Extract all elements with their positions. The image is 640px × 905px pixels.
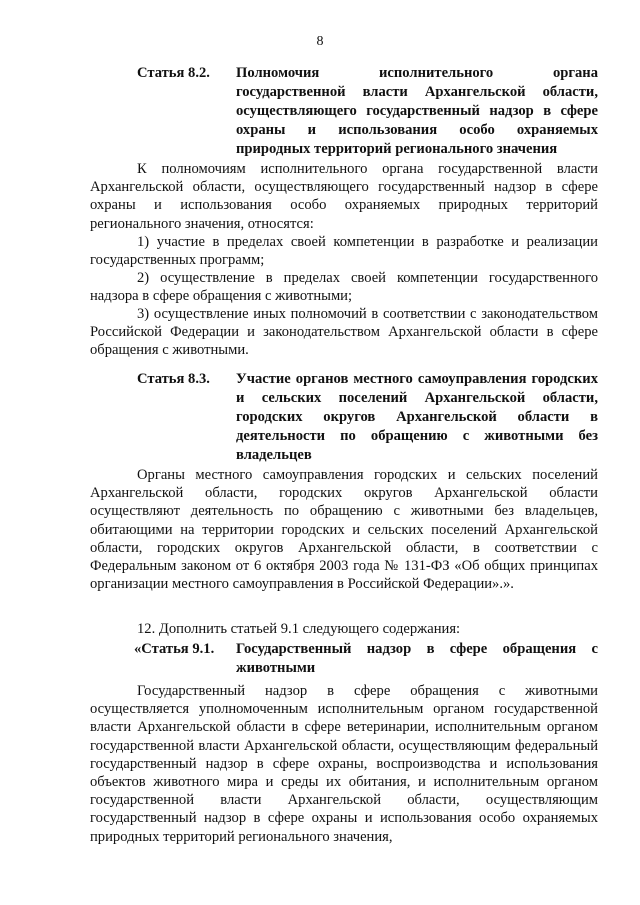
article-number: «Статья 9.1. — [134, 641, 215, 657]
article-9-1-heading — [90, 640, 598, 678]
paragraph-9-1: Государственный надзор в сфере обращения с животными осуществляется уполномоченным исполнительным органом государственной власти Архангельской области в сфере ветеринарии, исполнительным органом государственной власти Архангельской области, осуществляющим федеральный государственный надзор в сфере охраны, воспроизводства и использования объектов животного мира и среды их обитания, и исполнительным органом государственной власти Архангельской области, осуществляющим государственный надзор в сфере охраны и использования особо охраняемых природных территорий регионального значения, — [90, 683, 598, 845]
article-number: Статья 8.3. — [137, 371, 210, 387]
paragraph-8-2-intro: К полномочиям исполнительного органа государственной власти Архангельской области, осуществляющего государственный надзор в сфере охраны и использования особо охраняемых природных территорий регионального значения, относятся: — [90, 161, 598, 232]
paragraph-8-3: Органы местного самоуправления городских и сельских поселений Архангельской области, городских округов Архангельской области осуществляют деятельность по обращению с животными без владельцев, обитающими на территории городских и сельских поселений Архангельской области, городских округов Архангельской области, в соответствии с Федеральным законом от 6 октября 2003 года № 131-ФЗ «Об общих принципах организации местного самоуправления в Российской Федерации».». — [90, 467, 598, 593]
article-number: Статья 8.2. — [137, 65, 210, 81]
article-8-3-heading — [90, 370, 598, 465]
article-title: Государственный надзор в сфере обращения с животными — [236, 641, 598, 676]
article-title: Полномочия исполнительного органа государственной власти Архангельской области, осуществляющего государственный надзор в сфере охраны и использования особо охраняемых природных территорий регионального значения — [236, 65, 598, 157]
paragraph-8-2-item-3: 3) осуществление иных полномочий в соответствии с законодательством Российской Федерации и законодательством Архангельской области в сфере обращения с животными. — [90, 306, 598, 359]
article-title: Участие органов местного самоуправления городских и сельских поселений Архангельской области, городских округов Архангельской области в деятельности по обращению с животными без владельцев — [236, 371, 598, 463]
paragraph-8-2-item-1: 1) участие в пределах своей компетенции в разработке и реализации государственных программ; — [90, 234, 598, 269]
paragraph-item-12: 12. Дополнить статьей 9.1 следующего содержания: — [137, 621, 461, 637]
page-number: 8 — [316, 34, 324, 49]
paragraph-8-2-item-2: 2) осуществление в пределах своей компетенции государственного надзора в сфере обращения с животными; — [90, 270, 598, 305]
article-8-2-heading — [90, 64, 598, 159]
